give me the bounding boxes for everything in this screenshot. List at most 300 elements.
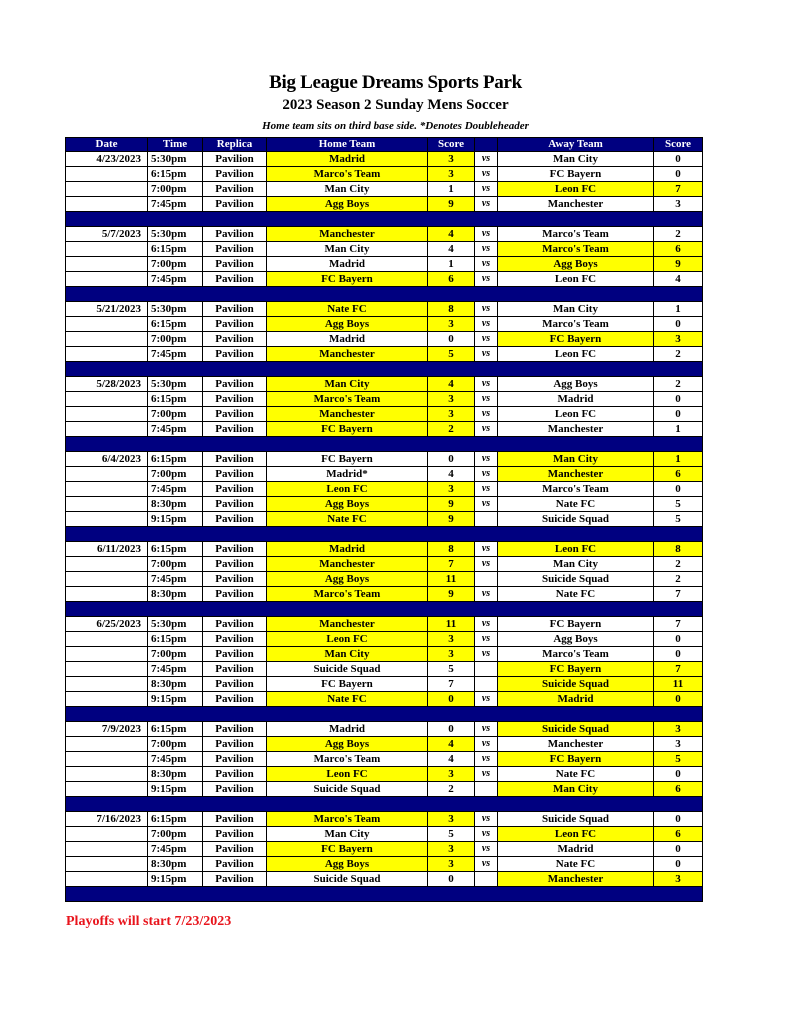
game-row	[66, 632, 703, 647]
game-field: Pavilion	[203, 182, 267, 197]
game-row	[66, 377, 703, 392]
game-row	[66, 587, 703, 602]
separator-bar	[66, 797, 703, 812]
away-score: 7	[654, 182, 703, 197]
home-score: 8	[428, 302, 475, 317]
game-time: 5:30pm	[148, 377, 203, 392]
away-team: Marco's Team	[498, 242, 654, 257]
game-time: 8:30pm	[148, 767, 203, 782]
game-field: Pavilion	[203, 872, 267, 887]
game-time: 7:00pm	[148, 407, 203, 422]
vs-label	[475, 572, 498, 587]
away-score: 0	[654, 167, 703, 182]
game-date	[66, 347, 148, 362]
game-field: Pavilion	[203, 452, 267, 467]
week-separator	[66, 527, 703, 542]
vs-label: vs	[475, 827, 498, 842]
vs-label: vs	[475, 542, 498, 557]
away-score: 0	[654, 767, 703, 782]
vs-label: vs	[475, 227, 498, 242]
game-row	[66, 332, 703, 347]
game-date: 4/23/2023	[66, 152, 148, 167]
game-row	[66, 872, 703, 887]
game-row	[66, 197, 703, 212]
week-separator	[66, 212, 703, 227]
playoffs-notice: Playoffs will start 7/23/2023	[66, 914, 232, 929]
away-score: 3	[654, 872, 703, 887]
home-team: Leon FC	[267, 482, 428, 497]
home-team: Marco's Team	[267, 167, 428, 182]
separator-bar	[66, 887, 703, 902]
game-field: Pavilion	[203, 617, 267, 632]
game-row	[66, 512, 703, 527]
away-score: 4	[654, 272, 703, 287]
home-team: FC Bayern	[267, 677, 428, 692]
home-score: 4	[428, 377, 475, 392]
home-team: Madrid	[267, 257, 428, 272]
page-subtitle: 2023 Season 2 Sunday Mens Soccer	[282, 97, 509, 113]
home-score: 3	[428, 317, 475, 332]
vs-label: vs	[475, 272, 498, 287]
away-score: 0	[654, 812, 703, 827]
away-team: Manchester	[498, 737, 654, 752]
game-row	[66, 827, 703, 842]
home-team: Madrid	[267, 332, 428, 347]
away-score: 0	[654, 152, 703, 167]
game-time: 9:15pm	[148, 512, 203, 527]
game-field: Pavilion	[203, 512, 267, 527]
game-row	[66, 677, 703, 692]
game-row	[66, 617, 703, 632]
game-time: 9:15pm	[148, 872, 203, 887]
home-team: Agg Boys	[267, 737, 428, 752]
home-score: 0	[428, 332, 475, 347]
game-time: 8:30pm	[148, 497, 203, 512]
home-score: 4	[428, 242, 475, 257]
away-team: Suicide Squad	[498, 812, 654, 827]
home-score: 5	[428, 827, 475, 842]
away-score: 6	[654, 242, 703, 257]
away-team: Marco's Team	[498, 482, 654, 497]
game-row	[66, 767, 703, 782]
away-team: Suicide Squad	[498, 572, 654, 587]
home-score: 9	[428, 497, 475, 512]
vs-label: vs	[475, 632, 498, 647]
vs-label: vs	[475, 392, 498, 407]
away-team: Suicide Squad	[498, 677, 654, 692]
away-score: 2	[654, 377, 703, 392]
vs-label: vs	[475, 497, 498, 512]
game-field: Pavilion	[203, 227, 267, 242]
vs-label: vs	[475, 377, 498, 392]
vs-label	[475, 662, 498, 677]
game-row	[66, 152, 703, 167]
game-date	[66, 182, 148, 197]
home-score: 7	[428, 677, 475, 692]
game-field: Pavilion	[203, 827, 267, 842]
home-team: Nate FC	[267, 692, 428, 707]
home-score: 0	[428, 722, 475, 737]
week-separator	[66, 437, 703, 452]
away-score: 0	[654, 692, 703, 707]
home-score: 0	[428, 692, 475, 707]
game-row	[66, 272, 703, 287]
home-team: Madrid	[267, 542, 428, 557]
home-score: 0	[428, 452, 475, 467]
home-team: Man City	[267, 647, 428, 662]
game-field: Pavilion	[203, 677, 267, 692]
vs-label: vs	[475, 197, 498, 212]
game-row	[66, 317, 703, 332]
home-team: Man City	[267, 182, 428, 197]
game-time: 5:30pm	[148, 302, 203, 317]
game-field: Pavilion	[203, 467, 267, 482]
game-row	[66, 227, 703, 242]
week-separator	[66, 362, 703, 377]
away-team: Marco's Team	[498, 647, 654, 662]
game-time: 7:45pm	[148, 662, 203, 677]
game-time: 7:00pm	[148, 257, 203, 272]
game-time: 6:15pm	[148, 242, 203, 257]
game-field: Pavilion	[203, 302, 267, 317]
week-separator	[66, 797, 703, 812]
away-team: Madrid	[498, 692, 654, 707]
home-team: Agg Boys	[267, 857, 428, 872]
game-time: 8:30pm	[148, 677, 203, 692]
game-field: Pavilion	[203, 377, 267, 392]
vs-label: vs	[475, 812, 498, 827]
away-team: Agg Boys	[498, 377, 654, 392]
game-date	[66, 752, 148, 767]
game-row	[66, 242, 703, 257]
away-team: Nate FC	[498, 587, 654, 602]
game-field: Pavilion	[203, 272, 267, 287]
game-time: 5:30pm	[148, 152, 203, 167]
game-date: 5/21/2023	[66, 302, 148, 317]
home-team: Agg Boys	[267, 317, 428, 332]
game-date	[66, 407, 148, 422]
game-row	[66, 182, 703, 197]
game-field: Pavilion	[203, 497, 267, 512]
away-score: 8	[654, 542, 703, 557]
game-field: Pavilion	[203, 692, 267, 707]
vs-label: vs	[475, 752, 498, 767]
home-team: Marco's Team	[267, 392, 428, 407]
game-row	[66, 452, 703, 467]
vs-label: vs	[475, 467, 498, 482]
home-score: 3	[428, 632, 475, 647]
column-header-time: Time	[148, 138, 203, 152]
home-team: Manchester	[267, 617, 428, 632]
game-time: 6:15pm	[148, 317, 203, 332]
home-team: Agg Boys	[267, 197, 428, 212]
vs-label: vs	[475, 452, 498, 467]
game-date: 7/16/2023	[66, 812, 148, 827]
away-score: 7	[654, 617, 703, 632]
page-title: Big League Dreams Sports Park	[269, 72, 522, 93]
game-field: Pavilion	[203, 587, 267, 602]
game-date	[66, 242, 148, 257]
game-field: Pavilion	[203, 857, 267, 872]
vs-label: vs	[475, 332, 498, 347]
separator-bar	[66, 362, 703, 377]
game-field: Pavilion	[203, 812, 267, 827]
home-score: 9	[428, 587, 475, 602]
vs-label: vs	[475, 857, 498, 872]
home-team: Manchester	[267, 557, 428, 572]
game-date	[66, 692, 148, 707]
game-time: 9:15pm	[148, 782, 203, 797]
away-score: 11	[654, 677, 703, 692]
game-time: 7:45pm	[148, 752, 203, 767]
vs-label	[475, 872, 498, 887]
game-field: Pavilion	[203, 557, 267, 572]
away-score: 1	[654, 452, 703, 467]
vs-label: vs	[475, 587, 498, 602]
away-score: 7	[654, 662, 703, 677]
away-score: 0	[654, 842, 703, 857]
game-time: 5:30pm	[148, 227, 203, 242]
home-team: Leon FC	[267, 767, 428, 782]
home-score: 8	[428, 542, 475, 557]
game-field: Pavilion	[203, 842, 267, 857]
vs-label: vs	[475, 482, 498, 497]
home-score: 3	[428, 407, 475, 422]
game-row	[66, 392, 703, 407]
game-field: Pavilion	[203, 422, 267, 437]
game-field: Pavilion	[203, 242, 267, 257]
game-field: Pavilion	[203, 782, 267, 797]
game-date	[66, 782, 148, 797]
home-score: 9	[428, 512, 475, 527]
away-team: FC Bayern	[498, 332, 654, 347]
game-date	[66, 497, 148, 512]
away-team: FC Bayern	[498, 752, 654, 767]
home-team: Man City	[267, 827, 428, 842]
game-date	[66, 422, 148, 437]
away-score: 5	[654, 497, 703, 512]
game-time: 8:30pm	[148, 587, 203, 602]
home-team: FC Bayern	[267, 272, 428, 287]
game-field: Pavilion	[203, 167, 267, 182]
home-team: Suicide Squad	[267, 782, 428, 797]
away-team: Leon FC	[498, 407, 654, 422]
away-team: Man City	[498, 452, 654, 467]
home-team: Manchester	[267, 407, 428, 422]
away-score: 6	[654, 467, 703, 482]
vs-label: vs	[475, 152, 498, 167]
game-field: Pavilion	[203, 752, 267, 767]
schedule-table	[65, 137, 703, 902]
home-team: Leon FC	[267, 632, 428, 647]
game-field: Pavilion	[203, 332, 267, 347]
game-date	[66, 827, 148, 842]
column-header-away-team: Away Team	[498, 138, 654, 152]
game-field: Pavilion	[203, 572, 267, 587]
game-row	[66, 572, 703, 587]
game-time: 7:00pm	[148, 827, 203, 842]
separator-bar	[66, 212, 703, 227]
vs-label: vs	[475, 722, 498, 737]
game-time: 7:00pm	[148, 182, 203, 197]
game-time: 6:15pm	[148, 632, 203, 647]
game-date	[66, 677, 148, 692]
vs-label: vs	[475, 302, 498, 317]
away-score: 0	[654, 392, 703, 407]
home-team: FC Bayern	[267, 422, 428, 437]
game-time: 6:15pm	[148, 452, 203, 467]
away-team: Man City	[498, 782, 654, 797]
home-score: 3	[428, 647, 475, 662]
home-score: 2	[428, 422, 475, 437]
game-time: 5:30pm	[148, 617, 203, 632]
game-date	[66, 167, 148, 182]
away-score: 6	[654, 827, 703, 842]
away-team: Man City	[498, 302, 654, 317]
week-separator	[66, 887, 703, 902]
game-time: 7:00pm	[148, 557, 203, 572]
home-team: Madrid*	[267, 467, 428, 482]
column-header-home-team: Home Team	[267, 138, 428, 152]
home-team: Marco's Team	[267, 812, 428, 827]
away-team: Manchester	[498, 872, 654, 887]
vs-label: vs	[475, 242, 498, 257]
home-team: FC Bayern	[267, 452, 428, 467]
vs-label: vs	[475, 182, 498, 197]
vs-label: vs	[475, 767, 498, 782]
game-field: Pavilion	[203, 317, 267, 332]
game-row	[66, 782, 703, 797]
game-date	[66, 557, 148, 572]
away-score: 2	[654, 227, 703, 242]
away-team: Madrid	[498, 842, 654, 857]
column-header-vs	[475, 138, 498, 152]
away-score: 0	[654, 407, 703, 422]
game-time: 7:00pm	[148, 332, 203, 347]
away-score: 0	[654, 317, 703, 332]
home-score: 3	[428, 482, 475, 497]
game-date	[66, 257, 148, 272]
away-team: Manchester	[498, 197, 654, 212]
home-team: Agg Boys	[267, 572, 428, 587]
schedule-body	[66, 152, 703, 902]
column-header-home-score: Score	[428, 138, 475, 152]
game-time: 7:45pm	[148, 347, 203, 362]
game-field: Pavilion	[203, 482, 267, 497]
home-score: 3	[428, 857, 475, 872]
home-score: 5	[428, 347, 475, 362]
game-row	[66, 467, 703, 482]
away-team: Man City	[498, 152, 654, 167]
away-team: FC Bayern	[498, 167, 654, 182]
game-field: Pavilion	[203, 662, 267, 677]
game-row	[66, 557, 703, 572]
vs-label: vs	[475, 557, 498, 572]
home-score: 4	[428, 752, 475, 767]
game-time: 7:00pm	[148, 737, 203, 752]
away-score: 5	[654, 752, 703, 767]
game-date: 6/11/2023	[66, 542, 148, 557]
away-team: Leon FC	[498, 182, 654, 197]
game-row	[66, 692, 703, 707]
game-date	[66, 482, 148, 497]
home-team: FC Bayern	[267, 842, 428, 857]
game-field: Pavilion	[203, 197, 267, 212]
game-field: Pavilion	[203, 257, 267, 272]
game-row	[66, 482, 703, 497]
game-row	[66, 257, 703, 272]
vs-label	[475, 782, 498, 797]
separator-bar	[66, 707, 703, 722]
home-score: 6	[428, 272, 475, 287]
home-score: 3	[428, 167, 475, 182]
game-row	[66, 407, 703, 422]
home-score: 3	[428, 152, 475, 167]
away-team: Nate FC	[498, 767, 654, 782]
away-team: Man City	[498, 557, 654, 572]
away-team: Leon FC	[498, 272, 654, 287]
schedule-note: Home team sits on third base side. *Denotes Doubleheader	[262, 120, 529, 132]
away-score: 3	[654, 332, 703, 347]
away-team: Nate FC	[498, 497, 654, 512]
game-field: Pavilion	[203, 392, 267, 407]
game-row	[66, 737, 703, 752]
game-time: 7:45pm	[148, 422, 203, 437]
away-team: Suicide Squad	[498, 722, 654, 737]
game-row	[66, 302, 703, 317]
home-team: Nate FC	[267, 512, 428, 527]
vs-label	[475, 512, 498, 527]
game-time: 6:15pm	[148, 167, 203, 182]
game-row	[66, 722, 703, 737]
away-team: FC Bayern	[498, 662, 654, 677]
column-header-date: Date	[66, 138, 148, 152]
vs-label: vs	[475, 347, 498, 362]
away-team: Nate FC	[498, 857, 654, 872]
home-team: Suicide Squad	[267, 872, 428, 887]
game-row	[66, 347, 703, 362]
game-time: 7:45pm	[148, 197, 203, 212]
game-time: 6:15pm	[148, 722, 203, 737]
home-score: 9	[428, 197, 475, 212]
away-score: 6	[654, 782, 703, 797]
away-team: Marco's Team	[498, 317, 654, 332]
separator-bar	[66, 437, 703, 452]
week-separator	[66, 602, 703, 617]
home-team: Man City	[267, 377, 428, 392]
home-score: 3	[428, 767, 475, 782]
away-team: Madrid	[498, 392, 654, 407]
home-team: Agg Boys	[267, 497, 428, 512]
away-score: 0	[654, 482, 703, 497]
home-score: 2	[428, 782, 475, 797]
away-score: 9	[654, 257, 703, 272]
game-date	[66, 317, 148, 332]
game-date	[66, 197, 148, 212]
away-score: 1	[654, 302, 703, 317]
game-row	[66, 167, 703, 182]
game-row	[66, 842, 703, 857]
home-score: 7	[428, 557, 475, 572]
vs-label: vs	[475, 617, 498, 632]
away-score: 2	[654, 572, 703, 587]
away-score: 3	[654, 737, 703, 752]
week-separator	[66, 707, 703, 722]
home-score: 1	[428, 182, 475, 197]
home-team: Suicide Squad	[267, 662, 428, 677]
vs-label: vs	[475, 167, 498, 182]
away-score: 1	[654, 422, 703, 437]
